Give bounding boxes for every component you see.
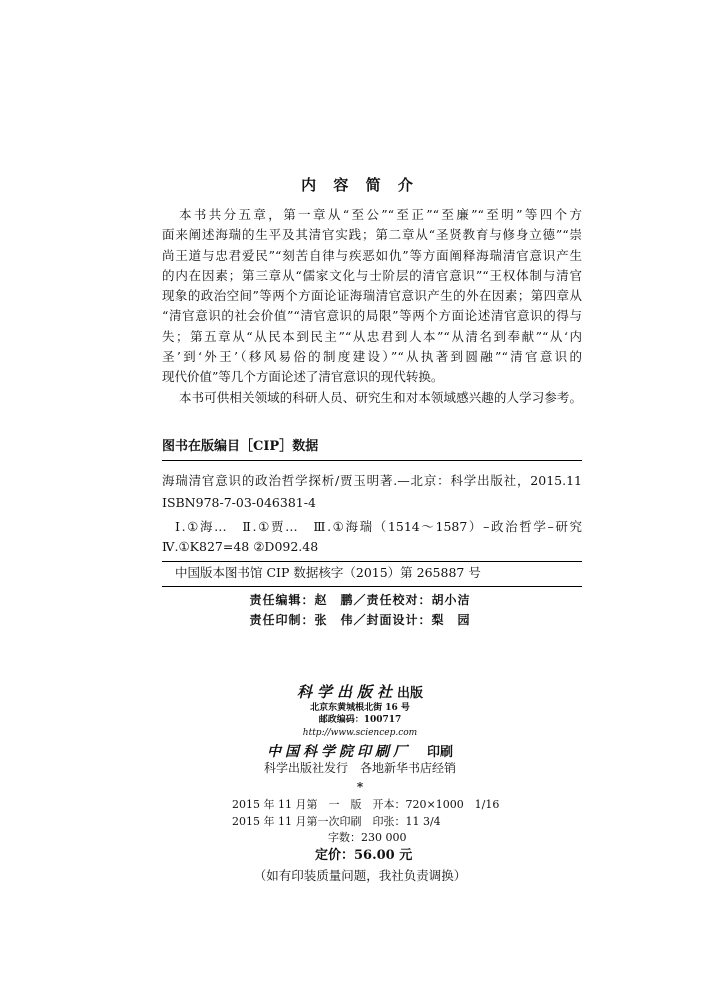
synopsis-line: 本书共分五章，第一章从“至公”“至正”“至廉”“至明”等四个方: [179, 207, 582, 222]
cip-classification-1: Ⅰ.①海… Ⅱ.①贾… Ⅲ.①海瑞（1514～1587）–政治哲学–研究: [175, 519, 582, 534]
cip-classification-2: Ⅳ.①K827=48 ②D092.48: [162, 539, 319, 554]
synopsis-audience-note: 本书可供相关领域的科研人员、研究生和对本领域感兴趣的人学习参考。: [179, 390, 582, 405]
price: 定价：56.00 元: [315, 848, 413, 863]
production-credits: 责任印制：张 伟／封面设计：梨 园: [249, 613, 471, 627]
publisher-line: [0, 683, 720, 703]
word-count: 字数：230 000: [328, 831, 407, 844]
synopsis-line: 面来阐述海瑞的生平及其清官实践；第二章从“圣贤教育与修身立德”“崇: [162, 227, 582, 243]
synopsis-line: 尚王道与忠君爱民”“刻苦自律与疾恶如仇”等方面阐释海瑞清官意识产生: [162, 247, 582, 263]
publisher-suffix: 出版: [397, 686, 424, 701]
synopsis-title: 内 容 简 介: [301, 176, 419, 194]
cip-title-line: 海瑞清官意识的政治哲学探析/贾玉明著.—北京：科学出版社，2015.11: [162, 473, 582, 488]
synopsis-line: 圣’到‘外王’（移风易俗的制度建设）”“从执著到圆融”“清官意识的: [162, 349, 582, 365]
divider-rule: [162, 586, 582, 587]
synopsis-line: 失；第五章从“从民本到民主”“从忠君到人本”“从清名到奉献”“从‘内: [162, 328, 582, 344]
editor-credits: 责任编辑：赵 鹏／责任校对：胡小洁: [249, 593, 471, 607]
printer-line: [0, 742, 720, 762]
cip-isbn: ISBN978-7-03-046381-4: [162, 495, 316, 510]
printer-logo: 中国科学院印刷厂: [266, 744, 411, 760]
publisher-address: 北京东黄城根北街 16 号: [310, 703, 410, 713]
synopsis-line: 现象的政治空间”等两个方面论证海瑞清官意识产生的外在因素；第四章从: [162, 288, 582, 304]
quality-notice: （如有印装质量问题，我社负责调换）: [253, 868, 467, 883]
divider-rule: [162, 460, 582, 461]
synopsis-paragraph: [162, 205, 582, 388]
printer-suffix: 印刷: [427, 745, 454, 760]
printing-line: 2015 年 11 月第一次印刷 印张：11 3/4: [232, 815, 441, 828]
synopsis-line: “清官意识的社会价值”“清官意识的局限”等两个方面论述清官意识的得与: [162, 308, 582, 324]
synopsis-line: 的内在因素；第三章从“儒家文化与士阶层的清官意识”“王权体制与清官: [162, 267, 582, 283]
publisher-logo: 科学出版社: [296, 683, 397, 701]
divider-rule: [162, 561, 582, 562]
publisher-website: http://www.sciencep.com: [302, 728, 418, 738]
publisher-postcode: 邮政编码：100717: [318, 715, 402, 725]
cip-heading: 图书在版编目［CIP］数据: [162, 439, 319, 454]
separator-asterisk: *: [356, 780, 364, 794]
synopsis-line: 现代价值”等几个方面论述了清官意识的现代转换。: [162, 369, 444, 385]
distribution-line: 科学出版社发行 各地新华书店经销: [263, 761, 456, 775]
cip-record-number: 中国版本图书馆 CIP 数据核字（2015）第 265887 号: [175, 565, 481, 580]
edition-line: 2015 年 11 月第 一 版 开本：720×1000 1/16: [232, 798, 500, 811]
